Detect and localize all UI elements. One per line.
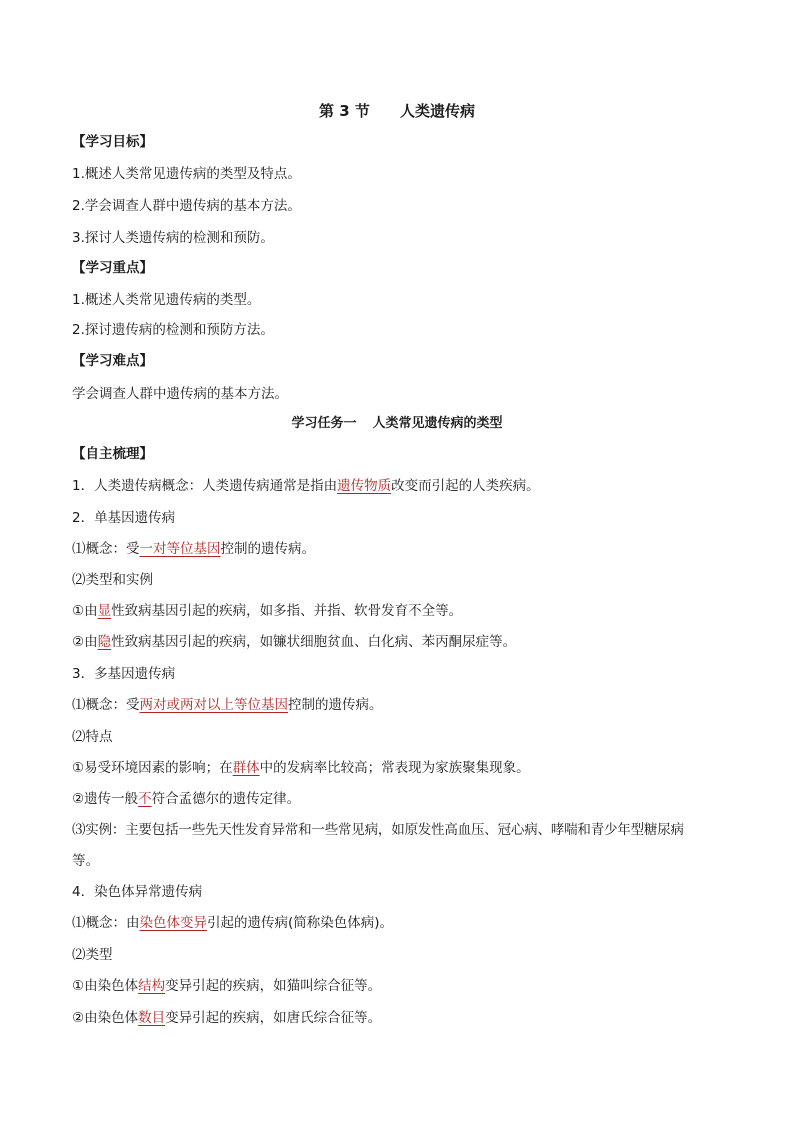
single-gene-heading: 2．单基因遗传病 — [72, 510, 176, 526]
chromosome-heading: 4．染色体异常遗传病 — [72, 884, 203, 900]
difficulty-heading: 【学习难点】 — [72, 353, 153, 369]
concept-line: 1．人类遗传病概念：人类遗传病通常是指由遗传物质改变而引起的人类疾病。 — [72, 478, 540, 494]
multi-gene-examples-line-1: ⑶实例：主要包括一些先天性发育异常和一些常见病，如原发性高血压、冠心病、哮喘和青少年型糖尿病 — [72, 822, 684, 838]
answer-blank: 遗传物质 — [337, 478, 392, 494]
answer-blank: 数目 — [138, 1010, 166, 1026]
key-point-item-2: 2.探讨遗传病的检测和预防方法。 — [72, 322, 274, 338]
single-gene-type-2: ②由隐性致病基因引起的疾病，如镰状细胞贫血、白化病、苯丙酮尿症等。 — [72, 634, 517, 650]
section-title — [0, 101, 794, 121]
goal-item-1: 1.概述人类常见遗传病的类型及特点。 — [72, 166, 301, 182]
section-name: 人类遗传病 — [399, 102, 475, 120]
answer-blank: 不 — [138, 791, 152, 807]
chromosome-type-2: ②由染色体数目变异引起的疾病，如唐氏综合征等。 — [72, 1010, 382, 1026]
review-heading: 【自主梳理】 — [72, 446, 153, 462]
multi-gene-heading: 3．多基因遗传病 — [72, 666, 176, 682]
goals-heading: 【学习目标】 — [72, 134, 153, 150]
task-heading — [0, 414, 794, 434]
answer-blank: 染色体变异 — [139, 915, 207, 931]
multi-gene-features-heading: ⑵特点 — [72, 729, 113, 745]
section-number: 第 3 节 — [319, 102, 370, 120]
answer-blank: 一对等位基因 — [139, 541, 221, 557]
chromosome-type-1: ①由染色体结构变异引起的疾病，如猫叫综合征等。 — [72, 978, 382, 994]
task-name: 人类常见遗传病的类型 — [372, 416, 503, 431]
chromosome-concept: ⑴概念：由染色体变异引起的遗传病(简称染色体病)。 — [72, 915, 394, 931]
single-gene-type-1: ①由显性致病基因引起的疾病，如多指、并指、软骨发育不全等。 — [72, 603, 463, 619]
multi-gene-feature-1: ①易受环境因素的影响；在群体中的发病率比较高；常表现为家族聚集现象。 — [72, 760, 530, 776]
task-label: 学习任务一 — [291, 416, 357, 431]
answer-blank: 两对或两对以上等位基因 — [139, 697, 288, 713]
goal-item-3: 3.探讨人类遗传病的检测和预防。 — [72, 230, 274, 246]
goal-item-2: 2.学会调查人群中遗传病的基本方法。 — [72, 198, 301, 214]
multi-gene-examples-line-2: 等。 — [72, 853, 99, 869]
single-gene-concept: ⑴概念：受一对等位基因控制的遗传病。 — [72, 541, 315, 557]
answer-blank: 结构 — [138, 978, 166, 994]
key-point-item-1: 1.概述人类常见遗传病的类型。 — [72, 292, 261, 308]
multi-gene-concept: ⑴概念：受两对或两对以上等位基因控制的遗传病。 — [72, 697, 383, 713]
single-gene-types-heading: ⑵类型和实例 — [72, 572, 153, 588]
multi-gene-feature-2: ②遗传一般不符合孟德尔的遗传定律。 — [72, 791, 301, 807]
answer-blank: 群体 — [232, 760, 260, 776]
answer-blank: 隐 — [97, 634, 112, 650]
chromosome-types-heading: ⑵类型 — [72, 947, 113, 963]
answer-blank: 显 — [97, 603, 112, 619]
difficulty-text: 学会调查人群中遗传病的基本方法。 — [72, 386, 288, 402]
key-points-heading: 【学习重点】 — [72, 260, 153, 276]
